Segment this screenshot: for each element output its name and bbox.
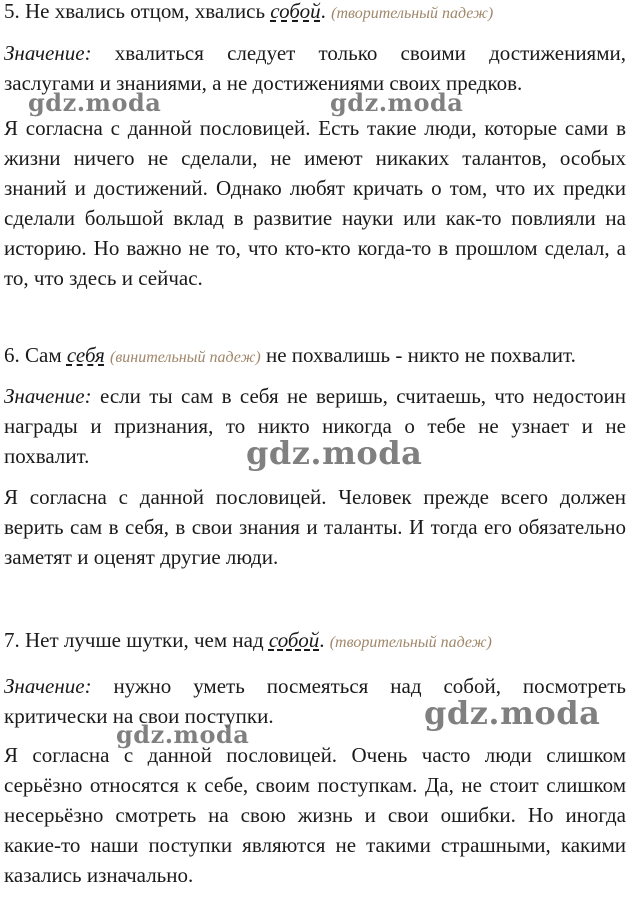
- proverb-heading-7: 7. Нет лучше шутки, чем над собой. (творительный падеж): [4, 628, 492, 652]
- opinion-paragraph-5: Я согласна с данной пословицей. Есть такие люди, которые сами в жизни ничего не сделали, не имеют никаких талантов, особых знаний и достижений. Однако любят кричать о том, что их предки сделали большой вклад в развитие науки или как-то повлияли на историю. Но важно не то, что кто-кто когда-то в прошлом сделал, а то, что здесь и сейчас.: [4, 116, 626, 290]
- meaning-paragraph-5: Значение: хвалиться следует только своими достижениями, заслугами и знаниями, а не достижениями своих предков.: [4, 41, 626, 95]
- watermark: gdz.moda: [116, 720, 250, 749]
- opinion-paragraph-6: Я согласна с данной пословицей. Человек прежде всего должен верить сам в себя, в свои знания и таланты. И тогда его обязательно заметят и оценят другие люди.: [4, 485, 626, 569]
- meaning-label: Значение:: [4, 41, 92, 65]
- case-note: (творительный падеж): [329, 634, 492, 651]
- proverb-heading-5: 5. Не хвались отцом, хвались собой. (творительный падеж): [4, 0, 494, 23]
- watermark: gdz.moda: [246, 434, 423, 472]
- heading-key-word: собой: [270, 0, 321, 23]
- meaning-label: Значение:: [4, 674, 92, 698]
- proverb-heading-6: 6. Сам себя (винительный падеж) не похвалишь - никто не похвалит.: [4, 343, 576, 367]
- case-note: (творительный падеж): [331, 5, 494, 22]
- opinion-paragraph-7: Я согласна с данной пословицей. Очень часто люди слишком серьёзно относятся к себе, своим поступкам. Да, не стоит слишком несерьёзно смотреть на свою жизнь и свои ошибки. Но иногда какие-то наши поступки являются не такими страшными, какими казались изначально.: [4, 743, 626, 887]
- watermark: gdz.moda: [28, 88, 162, 117]
- meaning-label: Значение:: [4, 384, 92, 408]
- heading-key-word: собой: [268, 628, 320, 652]
- meaning-paragraph-7: Значение: нужно уметь посмеяться над собой, посмотреть критически на свои поступки.: [4, 674, 626, 728]
- meaning-paragraph-6: Значение: если ты сам в себя не веришь, считаешь, что недостоин награды и признания, то никто никогда о тебе не узнает и не похвалит.: [4, 384, 626, 468]
- heading-key-word: себя: [66, 343, 105, 367]
- case-note: (винительный падеж): [110, 349, 261, 366]
- watermark: gdz.moda: [330, 88, 464, 117]
- watermark: gdz.moda: [424, 694, 601, 732]
